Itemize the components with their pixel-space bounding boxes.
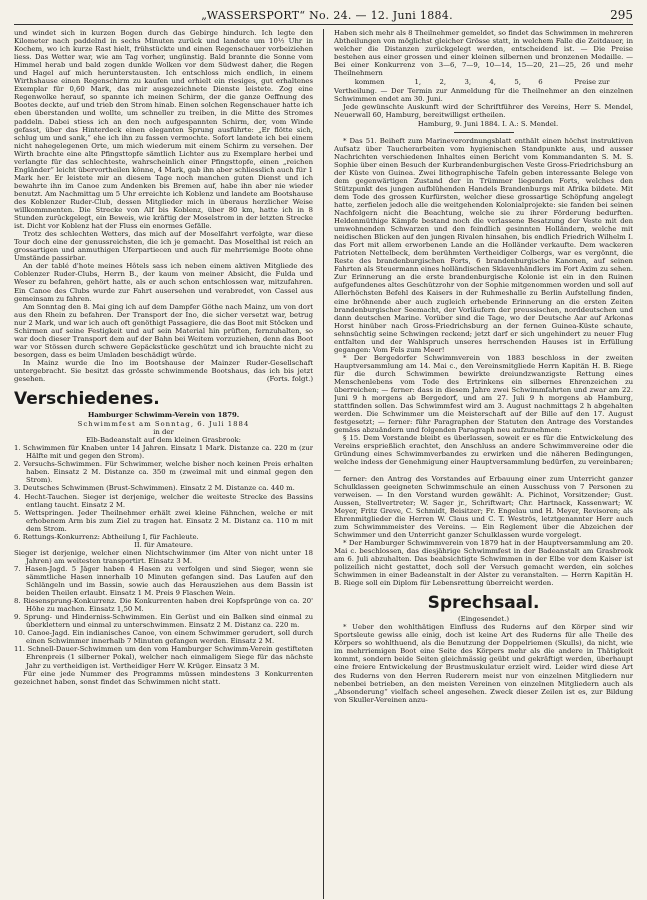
table-cell: 2, — [439, 78, 447, 87]
table-cell: 6 — [538, 78, 543, 87]
table-cell: Preise zur — [574, 78, 610, 87]
article-paragraph: Jede gewünschte Auskunft wird der Schriftführer des Vereins, Herr S. Mendel, Neuerwall 60, Hamburg, bereitwilligst ertheilen. — [334, 103, 634, 120]
page-header — [14, 6, 633, 25]
list-item: 1. Schwimmen für Knaben unter 14 Jahren. Einsatz 1 Mark. Distanze ca. 220 m (zur Hälfte mit und gegen den Strom). — [14, 444, 314, 461]
masthead-title: „WASSERSPORT“ No. 24. — 12. Juni 1884. — [201, 9, 453, 22]
list-item: II. für Amateure. — [134, 540, 193, 549]
list-item: 9. Sprung- und Hinderniss-Schwimmen. Ein Gerüst und ein Balken sind einmal zu überklettern und einmal zu unterschwimmen. Einsatz 2 M. Distanz ca. 220 m. — [14, 613, 314, 630]
signature-line: Hamburg, 9. Juni 1884. I. A.: S. Mendel. — [417, 119, 559, 128]
article-paragraph: Am Sonntag den 8. Mai ging ich auf dem Dampfer Göthe nach Mainz, um von dort aus den Rhein zu befahren. Der Transport der Ino, die sicher versetzt war, betrug nur 2 Mark, und war ich auch oft genöthigt Passagiere, die das Boot mit Stöcken und Schirmen auf seine Festigkeit und auf sein Material hin prüften, fernzuhalten, so war doch dieser Transport dem auf der Bahn bei Weitem vorzuziehen, denn das Boot war vor Stössen durch schwere Gepäckstücke geschützt und ich brauchte nicht zu besorgen, dass es beim Umladen beschädigt würde. — [14, 302, 314, 359]
continued-note: (Forts. folgt.) — [266, 375, 314, 384]
list-item: 7. Hasen-Jagd. 5 Jäger haben 4 Hasen zu verfolgen und sind Sieger, wenn sie sämmtliche Hasen innerhalb 10 Minuten gefangen sind. Das Laufen auf den Schlängeln und im Bassin, sowie auch das Herausziehen aus dem Bassin ist beiden Theilen erlaubt. Einsatz 1 M. Preis 9 Flaschen Wein. — [14, 564, 314, 598]
section-title-sprechsaal: Sprechsaal. — [427, 593, 540, 614]
page-number: 295 — [610, 8, 633, 22]
article-paragraph: § 15. Dem Vorstande bleibt es überlassen, soweit er es für die Entwickelung des Vereins ersprießlich erachtet, den Anschluss an andere Schwimmvereine oder die Gründung eines Schwimmverbandes zu erwirken und die näheren Bedingungen, welche indess der Genehmigung einer Hauptversammlung bedürfen, zu vereinbaren; — — [334, 434, 634, 475]
list-item: 6. Rettungs-Konkurrenz: Abtheilung I, für Fachleute. — [14, 532, 199, 541]
list-item: 5. Wettspringen. Jeder Theilnehmer erhält zwei kleine Fähnchen, welche er mit erhobenem Arm bis zum Ziel zu tragen hat. Einsatz 2 M. Distanz ca. 110 m mit dem Strom. — [14, 508, 314, 533]
columns — [14, 29, 633, 899]
right-column — [334, 29, 633, 899]
list-item: 4. Hecht-Tauchen. Sieger ist derjenige, welcher die weiteste Strecke des Bassins entlang taucht. Einsatz 2 M. — [14, 492, 314, 509]
article-paragraph: In Mainz wurde die Ino im Bootshause der Mainzer Ruder-Gesellschaft untergebracht. Sie besitzt das grösste schwimmende Bootshaus, das ich bis jetzt gesehen. (Forts. folgt.) — [14, 358, 314, 384]
event-in-der: in der — [153, 428, 174, 437]
article-paragraph: Haben sich mehr als 8 Theilnehmer gemeldet, so findet das Schwimmen in mehreren Abtheilungen von möglichst gleicher Grösse statt, in welchem Falle die Zeitdauer, in welcher die Distanzen zurückgelegt werden, entscheidend ist. — Die Preise bestehen aus einer grossen und einer kleinen silbernen und bronzenen Medaille. — Bei einer Konkurrenz von 3—6, 7—9, 10—14, 15—20, 21—25, 26 und mehr Theilnehmern — [334, 29, 634, 78]
article-paragraph: * Ueber den wohlthätigen Einfluss des Ruderns auf den Körper sind wir Sportsleute gewiss alle einig, doch ist keine Art des Ruderns für alle Theile des Körpers so wohlthuend, als die Benutzung der Doppelriemen (Skulls), da nicht, wie im mehrriemigen Boot eine Seite des Körpers mehr als die andere in Thätigkeit kommt, sondern beide Seiten gleichmässig geübt und gekräftigt werden, überhaupt eine freiere Entwickelung der Brustmuskulatur erzielt wird. Leider wird diese Art des Ruderns von den Herren Ruderern meist nur von einzelnen Mitgliedern nur nebenbei betrieben, an den meisten Vereinen von einzelnen Mitgliedern auch als „Absonderung“ vielfach scheel angesehen. Zweck dieser Zeilen ist es, zur Bildung von Skuller-Vereinen anzu- — [334, 623, 634, 704]
prize-table — [334, 78, 633, 86]
list-item: 8. Riesensprung-Konkurrenz. Die Konkurrenten haben drei Kopfsprünge von ca. 20' Höhe zu machen. Einsatz 1,50 M. — [14, 597, 314, 614]
list-item: 11. Schnell-Dauer-Schwimmen um den vom Hamburger Schwimm-Verein gestifteten Ehrenpreis (1 silberner Pokal), welcher nach einmaligem Siege für das nächste Jahr zu vertheidigen ist. Vertheidiger Herr W. Krüger. Einsatz 3 M. — [14, 645, 314, 670]
article-paragraph: Trotz des schlechten Wetters, das mich auf der Moselfahrt verfolgte, war diese Tour doch eine der genussreichsten, die ich je gemacht. Das Moselthal ist reich an grossartigen und anmuthigen Uferpartiecen und auch für mehrriemige Boote ohne Umstände passirbar. — [14, 230, 314, 263]
section-title-verschiedenes: Verschiedenes. — [14, 389, 160, 410]
left-column — [14, 29, 313, 899]
list-item: 2. Versuchs-Schwimmen. Für Schwimmer, welche bisher noch keinen Preis erhalten haben. Einsatz 2 M. Distanze ca. 350 m (zweimal mit und einmal gegen den Strom). — [14, 460, 314, 485]
column-divider — [323, 29, 324, 899]
event-venue: Elb-Badeanstalt auf dem kleinen Grasbrook: — [86, 436, 242, 445]
article-paragraph: * Der Bergedorfer Schwimmverein von 1883 beschloss in der zweiten Hauptversammlung am 14. Mai c., den Vereinsmitgliede Herrn Kapitän H. B. Riege für die durch Schwimmen bewirkte dreiundzwanzigste Rettung eines Menschenlebens vom Tode des Ertrinkens ein silbernes Ehrenzeichen zu überreichen; — ferner: dass in diesem Jahre zwei Schwimmfahrten und zwar am 22. Juni 9 h morgens ab Bergedorf, und am 27. Juli 9 h morgens ab Hamburg, stattfinden sollen. Das Schwimmfest wird am 3. August nachmittags 2 h abgehalten werden. Die Schwimmer um die Meisterschaft auf der Bille auf den 17. August festgesetzt; — ferner: führ Paragraphen der Statuten den Antrage des Vorstandes gemäss abzuändern und folgenden Paragraph neu aufzunehmen: — [334, 353, 634, 435]
article-paragraph: Für eine jede Nummer des Programms müssen mindestens 3 Konkurrenten gezeichnet haben, sonst findet das Schwimmen nicht statt. — [14, 669, 314, 686]
table-cell: 1, — [414, 78, 422, 87]
article-paragraph: An der tablé d'hote meines Hôtels sass ich neben einem aktiven Mitgliede des Coblenzer Ruder-Clubs, Herrn B., der kaum von meiner Absicht, die Fulda und Weser zu befahren, gehört hatte, als er auch schon entschlossen war, mitzufahren. Ein Canoe des Clubs wurde zur Fahrt ausersehen und verabredet, von Cassel aus gemeinsam zu fahren. — [14, 262, 314, 303]
club-heading: Hamburger Schwimm-Verein von 1879. — [87, 411, 240, 420]
event-list — [14, 444, 313, 669]
table-cell: 3, — [464, 78, 472, 87]
submitted-note: (Eingesendet.) — [457, 615, 510, 624]
article-paragraph: Vertheilung. — Der Termin zur Anmeldung für die Theilnehmer an den einzelnen Schwimmen endet am 30. Juni. — [334, 87, 634, 104]
article-paragraph: und windet sich in kurzen Bogen durch das Gebirge hindurch. Ich legte den Kilometer nach paddelnd in sechs Minuten zurück und landete um 10½ Uhr in Kochem, wo ich kurze Rast hielt, frühstückte und einen Regenschauer vorbeiziehen liess. Das Wetter war, wie am Tag vorher, ungünstig. Bald brannte die Sonne vom Himmel herab und bald zogen dunkle Wolken vor dem Südwest daher, die Regen und Hagel auf mich herunterstausten. Ich entschloss mich endlich, in einem Wirthshause einen Regenschirm zu kaufen und erhielt ein riesiges, gut erhaltenes Exemplar für 0,60 Mark, das mir ausgezeichnete Dienste leistete. Zog eine Regenwolke herauf, so spannte ich meinen Schirm, der die ganze Oeffnung des Bootes deckte, auf und trieb den Strom hinab. Einen solchen Regenschauer hatte ich eben überstanden und wollte, um schneller zu treiben, in die Mitte des Stromes paddeln. Dabei stiess ich an den noch aufgespannten Schirm, der, vom Winde gefasst, über das Hinterdeck einen eleganten Sprung ausführte: „Er flötte sich, schlug um und sank,“ ehe ich ihn zu fassen vermochte. Sofort landete ich bei einem nicht nahegelegenen Orte, um mich wiederum mit einem Schirm zu versehen. Der Wirth brachte eine alte Pfingsttopfe sämtlich Lichter aus zu Exemplare herbei und verlangte für das schlechteste, wahrscheinlich einer Pfingsttopfe, einen „reichen Engländer“ leicht übervortheilen könne, 4 Mark, gab ihn aber schliesslich auch für 1 Mark her. Er leistete mir an diesem Tage noch manchen guten Dienst und ich bewahrte ihn im Canoe zum Andenken bis Bremen auf, habe ihn aber nie wieder benutzt. Am Nachmittag um 5 Uhr erreichte ich Koblenz und landete am Bootshause des Koblenzer Ruder-Club, dessen Mitglieder mich in überaus herzlicher Weise willkommnenten. Die Strecke von Alf bis Koblenz, über 80 km, hatte ich in 8 Stunden zurückgelegt, ein Beweis, wie kräftig der Moselstrom in der letzten Strecke ist. Dicht vor Koblenz hat der Fluss ein enormes Gefälle. — [14, 29, 314, 231]
article-paragraph: * Der Hamburger Schwimmverein von 1879 hat in der Hauptversammlung am 20. Mai c. beschlossen, das diesjährige Schwimmfest in der Badeanstalt am Grasbrook am 6. Juli abzuhalten. Das beabsichtigte Schwimmen in der Elbe vor dem Kaiser ist polizeilich nicht gestattet, doch soll der Versuch gemacht werden, ein solches Schwimmen in einer Badeanstalt in der Alster zu veranstalten. — Herrn Kapitän H. B. Riege soll ein Diplom für Lebensrettung überreicht werden. — [334, 538, 634, 588]
table-cell: 5, — [514, 78, 521, 87]
table-row — [334, 78, 633, 86]
article-paragraph: ferner: den Antrag des Vorstandes auf Erbauung einer zum Unterricht ganzer Schulklassen geeigneten Schwimmschule an einen Ausschuss von 7 Personen zu verweisen. — In den Vorstand wurden gewählt: A. Pichinot, Vorsitzender; Gust. Aussen, Stellvertreter; W. Sager jr., Schriftwart; Chr. Hartnack, Kassenwart; W. Meyer, Fritz Greve, C. Schmidt, Beisitzer; Fr. Engelau und H. Meyer, Revisoren; als Ehrenmitglieder die Herren W. Claus und C. T. Weströs, letztgenannter Herr auch zum Schwimmmeister des Vereins. — Ein Reglement über die Abzeichen der Schwimmer und den Unterricht ganzer Schulklassen wurde vorgelegt. — [334, 474, 634, 539]
divider — [454, 132, 514, 133]
article-paragraph: * Das 51. Beiheft zum Marineverordnungsblatt enthält einen höchst instruktiven Aufsatz über Taucherarbeiten vom hygienischen Standpunkte aus, und ausser Nachrichten verschiedenen Inhaltes einen Bericht vom Kommandanten S. M. S. Sophie über einen Besuch der Kurbrandenburgischen Veste Gross-Friedrichsburg an der Küste von Guinea. Zwei lithographische Tafeln geben interessante Belege von dem gegenwärtigen Zustand der in Trümmer liegenden Forts, welches den Stützpunkt des jungen aufblühenden Handels Brandenburgs mit Afrika bildete. Mit dem Tode des grossen Kurfürsten, welcher diese grossartige Schöpfung angelegt hatte, zerfielen jedoch alle die weitgehenden Kolonialprojekte: sie fanden bei seinen Nachfolgern nicht die Beachtung, welche sie zu ihrer Förderung bedurften. Heldenmüthige Kämpfe bestand noch die verlassene Besatzung der Veste mit den umwohnenden Schwarzen und den feindlich gesinnten Holländern, welche mit neidischen Blicken auf den jungen Rivalen hinsahen, bis endlich Friedrich Wilhelm I. das Fort mit allem erworbenen Lande an die Holländer verkaufte. Dem wackeren Patrioten Nettelbeck, dem berühmten Vertheidiger Colbergs, war es vergönnt, die Reste des brandenburgischen Forts, 6 brandenburgische Kanonen, auf seinen Fahrten als Steuermann eines holländischen Sklavenhändlers im Fort Axim zu sehen. Zur Erinnerung an die erste brandenburgische Kolonie ist ein in den Ruinen aufgefundenes altes Geschützrohr von der Sophie mitgenommen worden und soll auf Allerhöchsten Befehl des Kaisers in der Ruhmeshalle zu Berlin Aufstellung finden, eine bröhnende aber auch zugleich erhebende Erinnerung an die ersten Zeiten brandenburgischer Seemacht, der Vorläufern der preussischen, norddeutschen und dann deutschen Marine. Vorüber sind die Tage, wo der Deutsche Aar auf Arkonas Horst hinüber nach Gross-Friedrichsburg an der fernen Guinea-Küste schaute, sehnsüchtig seine Schwingen reckend; jetzt darf er sich ungehindert zu neuer Flug entfalten und der Wahlspruch unseres herrschenden Hauses ist in Erfüllung gegangen: Vom Fels zum Meer! — [334, 136, 634, 354]
list-item: Sieger ist derjenige, welcher einen Nichtschwimmer (im Alter von nicht unter 18 Jahren) am weitesten transportirt. Einsatz 3 M. — [14, 548, 314, 565]
list-item: 10. Canoe-Jagd. Ein indianisches Canoe, von einem Schwimmer gerudert, soll durch einen Schwimmer innerhalb 7 Minuten gefangen werden. Einsatz 2 M. — [14, 629, 314, 646]
event-date: Schwimmfest am Sonntag, 6. Juli 1884 — [77, 420, 250, 429]
list-item: 3. Deutsches Schwimmen (Brust-Schwimmen). Einsatz 2 M. Distanze ca. 440 m. — [14, 484, 295, 493]
table-cell: kommen — [354, 78, 385, 87]
table-cell: 4, — [489, 78, 496, 87]
